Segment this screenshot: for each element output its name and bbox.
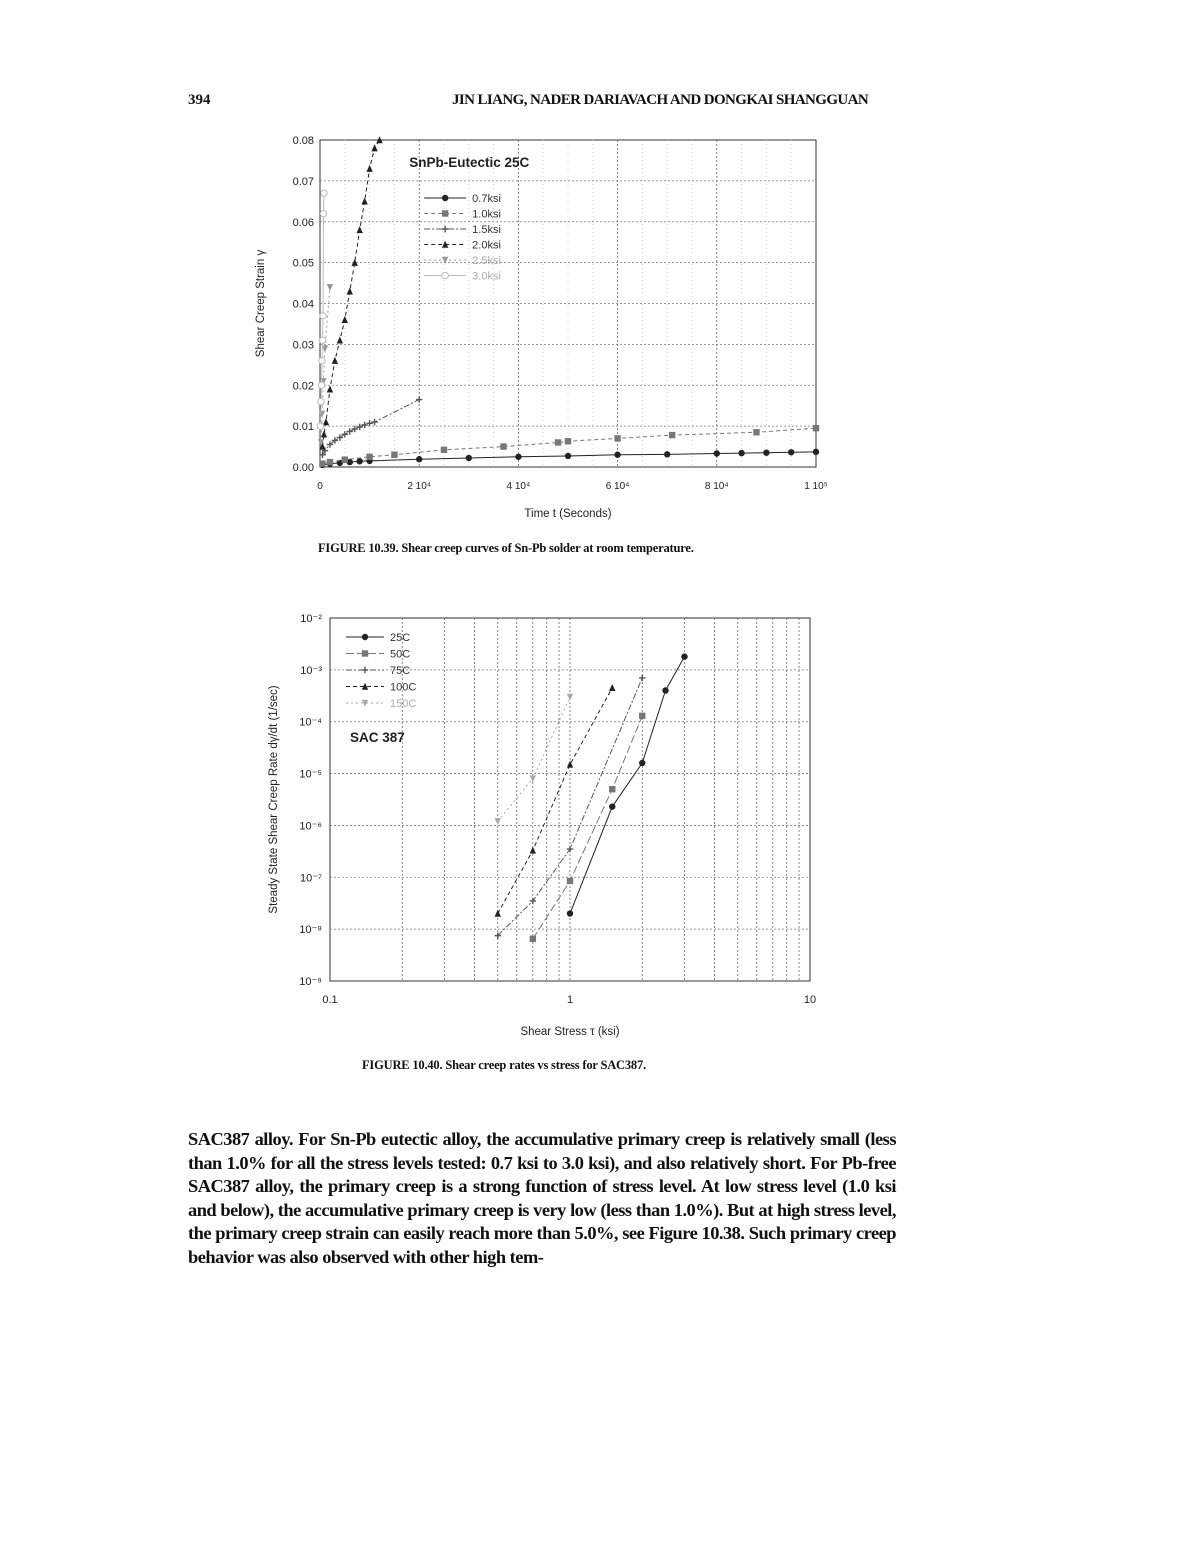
data-point-3.0ksi <box>317 423 323 429</box>
figure-caption-10-40: FIGURE 10.40. Shear creep rates vs stress for SAC387. <box>362 1058 646 1072</box>
y-tick-label: 0.02 <box>292 380 314 393</box>
data-point-1.0ksi <box>614 435 620 441</box>
legend-marker-50C <box>362 650 368 656</box>
y-tick-label: 0.03 <box>292 339 314 352</box>
body-paragraph: SAC387 alloy. For Sn-Pb eutectic alloy, the accumulative primary creep is relatively small (less than 1.0% for all the stress levels tested: 0.7 ksi to 3.0 ksi), and also relatively short. For Pb-free SAC387 alloy, the primary creep is a strong function of stress level. At low stress level (1.0 ksi and below), the accumulative primary creep is very low (less than 1.0%). But at high stress level, the primary creep strain can easily reach more than 5.0%, see Figure 10.38. Such primary creep behavior was also observed with other high tem- <box>188 1129 896 1267</box>
data-point-1.0ksi <box>500 443 506 449</box>
y-axis-label: Steady State Shear Creep Rate dγ/dt (1/sec) <box>268 685 280 914</box>
data-point-1.0ksi <box>565 438 571 444</box>
data-point-1.0ksi <box>342 456 348 462</box>
chart-title: SAC 387 <box>350 730 405 745</box>
data-point-1.0ksi <box>319 461 325 467</box>
legend-label-0.7ksi: 0.7ksi <box>472 193 501 205</box>
chart-shear-creep-rates <box>255 605 845 1040</box>
y-tick-label: 0.05 <box>292 257 314 270</box>
data-point-3.0ksi <box>318 398 324 404</box>
y-tick-label: 10⁻⁷ <box>299 872 322 885</box>
data-point-0.7ksi <box>466 455 472 461</box>
data-point-3.0ksi <box>320 313 326 319</box>
x-tick-label: 4 10⁴ <box>506 481 531 492</box>
data-point-0.7ksi <box>788 449 794 455</box>
legend-label-1.5ksi: 1.5ksi <box>472 224 501 236</box>
data-point-1.0ksi <box>391 452 397 458</box>
running-header-authors: JIN LIANG, NADER DARIAVACH AND DONGKAI SHANGGUAN <box>452 92 869 108</box>
y-tick-label: 0.00 <box>292 462 314 474</box>
y-tick-label: 0.04 <box>292 298 314 311</box>
data-point-1.0ksi <box>669 432 675 438</box>
figure-caption-10-39: FIGURE 10.39. Shear creep curves of Sn-Pb solder at room temperature. <box>318 541 694 555</box>
legend-label-100C: 100C <box>390 681 417 694</box>
data-point-3.0ksi <box>320 210 326 216</box>
legend-marker-0.7ksi <box>442 195 448 201</box>
data-point-0.7ksi <box>714 450 720 456</box>
data-point-1.0ksi <box>366 454 372 460</box>
data-point-25C <box>609 803 615 809</box>
data-point-50C <box>609 786 615 792</box>
data-point-50C <box>567 878 573 884</box>
y-tick-label: 10⁻⁸ <box>299 924 322 937</box>
y-tick-label: 0.07 <box>292 175 314 188</box>
y-tick-label: 0.01 <box>292 421 314 434</box>
legend-label-2.5ksi: 2.5ksi <box>472 255 501 267</box>
chart-shear-creep-curves <box>240 125 840 520</box>
x-tick-label: 10 <box>803 994 817 1006</box>
legend-marker-25C <box>362 634 368 640</box>
data-point-0.7ksi <box>515 454 521 460</box>
data-point-0.7ksi <box>614 452 620 458</box>
data-point-0.7ksi <box>664 451 670 457</box>
y-tick-label: 10⁻⁵ <box>299 768 322 781</box>
legend-marker-1.0ksi <box>442 210 448 216</box>
legend-label-75C: 75C <box>390 665 411 677</box>
page-number: 394 <box>188 92 211 108</box>
y-tick-label: 10⁻⁹ <box>299 976 322 988</box>
legend-label-2.0ksi: 2.0ksi <box>472 239 501 252</box>
data-point-1.0ksi <box>441 447 447 453</box>
data-point-3.0ksi <box>318 382 324 388</box>
x-tick-label: 0.1 <box>322 994 338 1006</box>
data-point-25C <box>681 653 687 659</box>
y-tick-label: 10⁻² <box>300 613 322 625</box>
data-point-1.0ksi <box>813 425 819 431</box>
y-tick-label: 0.08 <box>292 135 314 147</box>
x-tick-label: 0 <box>317 481 323 492</box>
y-tick-label: 10⁻⁴ <box>299 716 322 729</box>
y-tick-label: 10⁻³ <box>300 664 322 677</box>
legend-label-50C: 50C <box>390 648 411 661</box>
data-point-25C <box>639 760 645 766</box>
y-tick-label: 0.06 <box>292 216 314 229</box>
data-point-50C <box>530 936 536 942</box>
data-point-0.7ksi <box>356 458 362 464</box>
data-point-0.7ksi <box>813 449 819 455</box>
y-axis-label: Shear Creep Strain γ <box>255 249 267 358</box>
data-point-25C <box>662 687 668 693</box>
x-axis-label: Shear Stress τ (ksi) <box>520 1026 620 1038</box>
data-point-25C <box>567 910 573 916</box>
data-point-3.0ksi <box>321 190 327 196</box>
data-point-0.7ksi <box>565 453 571 459</box>
chart-title: SnPb-Eutectic 25C <box>409 155 530 170</box>
data-point-3.0ksi <box>319 337 325 343</box>
data-point-1.0ksi <box>753 429 759 435</box>
legend-label-1.0ksi: 1.0ksi <box>472 208 501 221</box>
legend-marker-3.0ksi <box>442 272 448 278</box>
y-tick-label: 10⁻⁶ <box>299 820 322 833</box>
data-point-1.0ksi <box>327 459 333 465</box>
x-tick-label: 1 10⁵ <box>804 481 828 492</box>
data-point-50C <box>639 713 645 719</box>
data-point-0.7ksi <box>763 449 769 455</box>
data-point-0.7ksi <box>738 450 744 456</box>
x-tick-label: 1 <box>566 994 574 1006</box>
x-tick-label: 8 10⁴ <box>704 481 729 492</box>
legend-label-150C: 150C <box>390 698 417 710</box>
legend-label-25C: 25C <box>390 632 411 644</box>
data-point-3.0ksi <box>319 358 325 364</box>
legend-label-3.0ksi: 3.0ksi <box>472 270 501 283</box>
data-point-1.0ksi <box>555 439 561 445</box>
data-point-0.7ksi <box>416 456 422 462</box>
x-tick-label: 6 10⁴ <box>605 481 630 492</box>
x-axis-label: Time t (Seconds) <box>524 508 612 520</box>
x-tick-label: 2 10⁴ <box>407 481 432 492</box>
